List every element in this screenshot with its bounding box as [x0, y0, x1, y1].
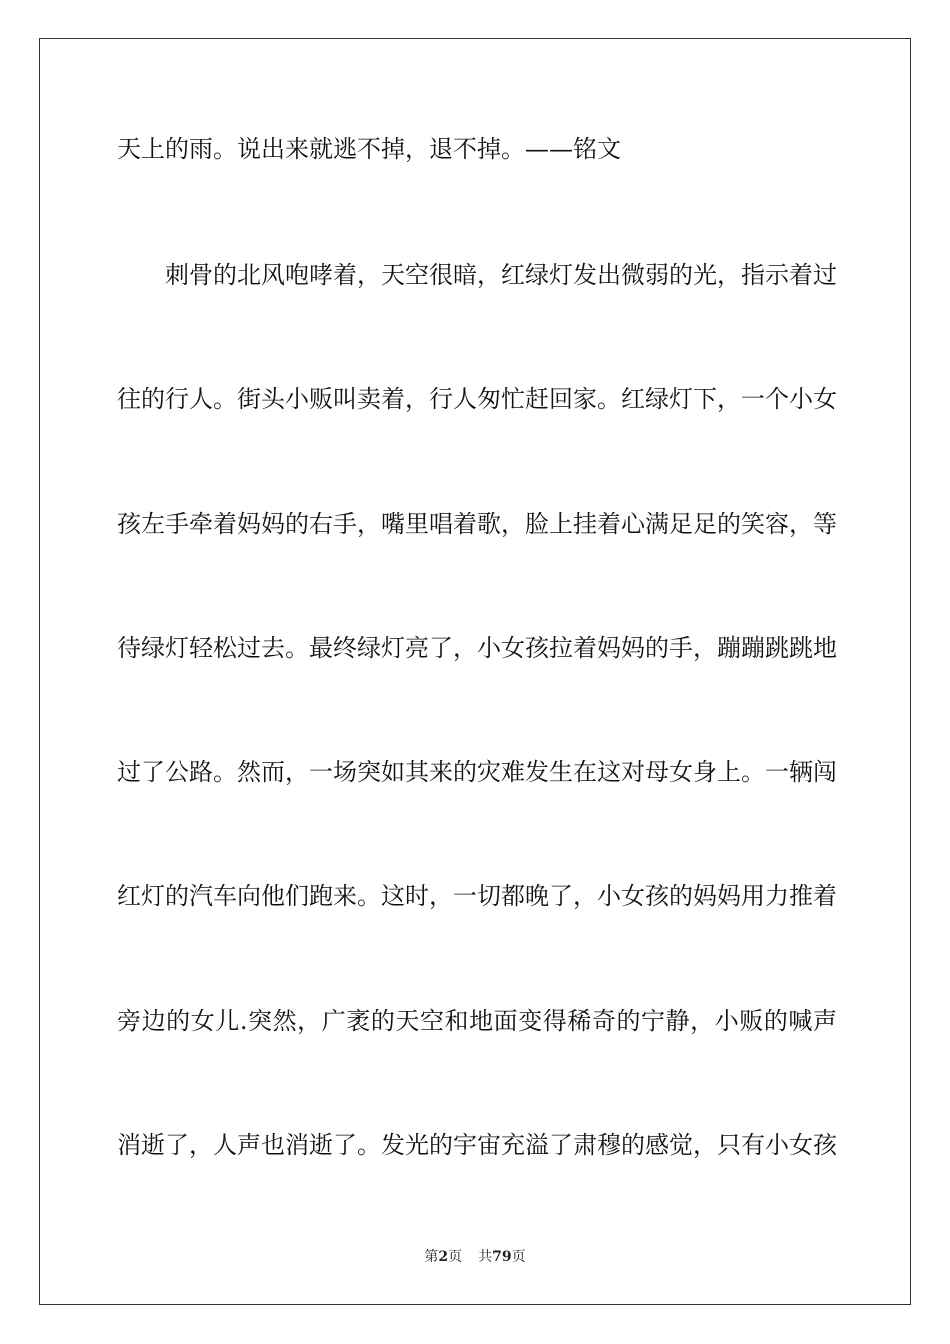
page-frame	[39, 38, 911, 1305]
text-line-5: 待绿灯轻松过去。最终绿灯亮了，小女孩拉着妈妈的手，蹦蹦跳跳地	[117, 634, 837, 662]
page-footer	[0, 1247, 950, 1267]
text-line-1: 天上的雨。说出来就逃不掉，退不掉。——铭文	[117, 135, 621, 163]
text-line-2: 刺骨的北风咆哮着，天空很暗，红绿灯发出微弱的光，指示着过	[165, 261, 837, 289]
text-line-7: 红灯的汽车向他们跑来。这时，一切都晚了，小女孩的妈妈用力推着	[117, 882, 837, 910]
total-pages: 79	[492, 1249, 512, 1265]
text-line-8: 旁边的女儿.突然，广袤的天空和地面变得稀奇的宁静，小贩的喊声	[117, 1007, 837, 1035]
total-suffix: 页	[511, 1249, 526, 1265]
text-line-3: 往的行人。街头小贩叫卖着，行人匆忙赶回家。红绿灯下，一个小女	[117, 385, 837, 413]
text-line-6: 过了公路。然而，一场突如其来的灾难发生在这对母女身上。一辆闯	[117, 758, 837, 786]
text-line-9: 消逝了，人声也消逝了。发光的宇宙充溢了肃穆的感觉，只有小女孩	[117, 1131, 837, 1159]
page-number: 2	[438, 1249, 449, 1265]
page-suffix: 页	[448, 1249, 463, 1265]
text-line-4: 孩左手牵着妈妈的右手，嘴里唱着歌，脸上挂着心满足足的笑容，等	[117, 510, 837, 538]
total-prefix: 共	[478, 1249, 493, 1265]
page-prefix: 第	[424, 1249, 439, 1265]
